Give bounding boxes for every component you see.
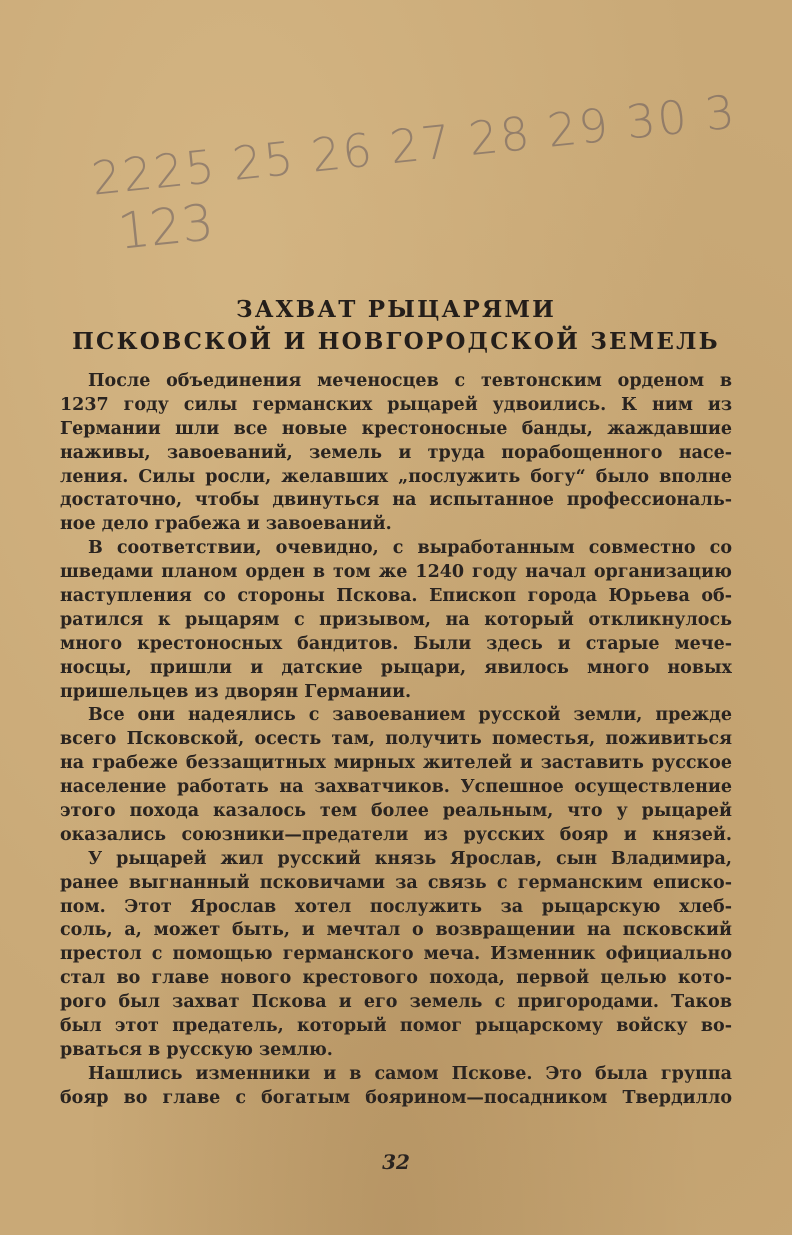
chapter-title-line-1: ЗАХВАТ РЫЦАРЯМИ	[235, 296, 557, 323]
text-line: У рыцарей жил русский князь Ярослав, сын Владимира,	[88, 848, 732, 869]
text-line: этого похода казалось тем более реальным, что у рыцарей	[60, 801, 732, 822]
text-line: оказались союзники—предатели из русских бояр и князей.	[60, 824, 732, 845]
text-line: Нашлись изменники и в самом Пскове. Это была группа	[88, 1063, 732, 1084]
body-text	[60, 370, 732, 1111]
text-line: бояр во главе с богатым боярином—посадником Твердилло	[60, 1087, 732, 1108]
text-line: достаточно, чтобы двинуться на испытанное профессиональ-	[60, 490, 732, 511]
text-line: на грабеже беззащитных мирных жителей и заставить русское	[60, 753, 732, 774]
text-line: наживы, завоеваний, земель и труда порабощенного насе-	[60, 442, 732, 463]
handwritten-numbers: 2225 25 26 27 28 29 30 3	[88, 84, 739, 206]
text-line: Все они надеялись с завоеванием русской земли, прежде	[88, 705, 732, 726]
text-line: ранее выгнанный псковичами за связь с германским еписко-	[60, 872, 732, 893]
text-line: шведами планом орден в том же 1240 году начал организацию	[60, 562, 732, 583]
text-line: население работать на захватчиков. Успешное осуществление	[60, 777, 732, 798]
text-line: Германии шли все новые крестоносные банды, жаждавшие	[60, 418, 732, 439]
text-line: ления. Силы росли, желавших „послужить богу“ было вполне	[60, 466, 732, 487]
text-line: пришельцев из дворян Германии.	[60, 681, 412, 702]
text-line: В соответствии, очевидно, с выработанным совместно со	[88, 538, 732, 559]
text-line: соль, а, может быть, и мечтал о возвращении на псковский	[60, 920, 732, 941]
text-line: ратился к рыцарям с призывом, на который откликнулось	[60, 609, 732, 630]
page-number: 32	[382, 1150, 410, 1174]
text-line: всего Псковской, осесть там, получить поместья, поживиться	[60, 729, 732, 750]
text-line: был этот предатель, который помог рыцарскому войску во-	[60, 1016, 732, 1037]
text-line: После объединения меченосцев с тевтонским орденом в	[88, 371, 732, 391]
text-line: ное дело грабежа и завоеваний.	[60, 514, 392, 535]
text-line: престол с помощью германского меча. Изменник официально	[60, 944, 732, 965]
text-line: наступления со стороны Пскова. Епископ города Юрьева об-	[60, 586, 732, 607]
text-line: стал во главе нового крестового похода, первой целью кото-	[60, 968, 732, 989]
text-line: пом. Этот Ярослав хотел послужить за рыцарскую хлеб-	[60, 896, 732, 917]
chapter-title-line-2: ПСКОВСКОЙ И НОВГОРОДСКОЙ ЗЕМЕЛЬ	[72, 328, 720, 355]
text-line: рого был захват Пскова и его земель с пригородами. Таков	[60, 992, 732, 1013]
text-line: много крестоносных бандитов. Были здесь и старые мече-	[60, 633, 732, 654]
handwritten-page-mark: 123	[115, 193, 217, 261]
text-line: носцы, пришли и датские рыцари, явилось много новых	[60, 657, 732, 678]
text-line: 1237 году силы германских рыцарей удвоились. К ним из	[60, 394, 732, 415]
text-line: рваться в русскую землю.	[60, 1039, 333, 1060]
